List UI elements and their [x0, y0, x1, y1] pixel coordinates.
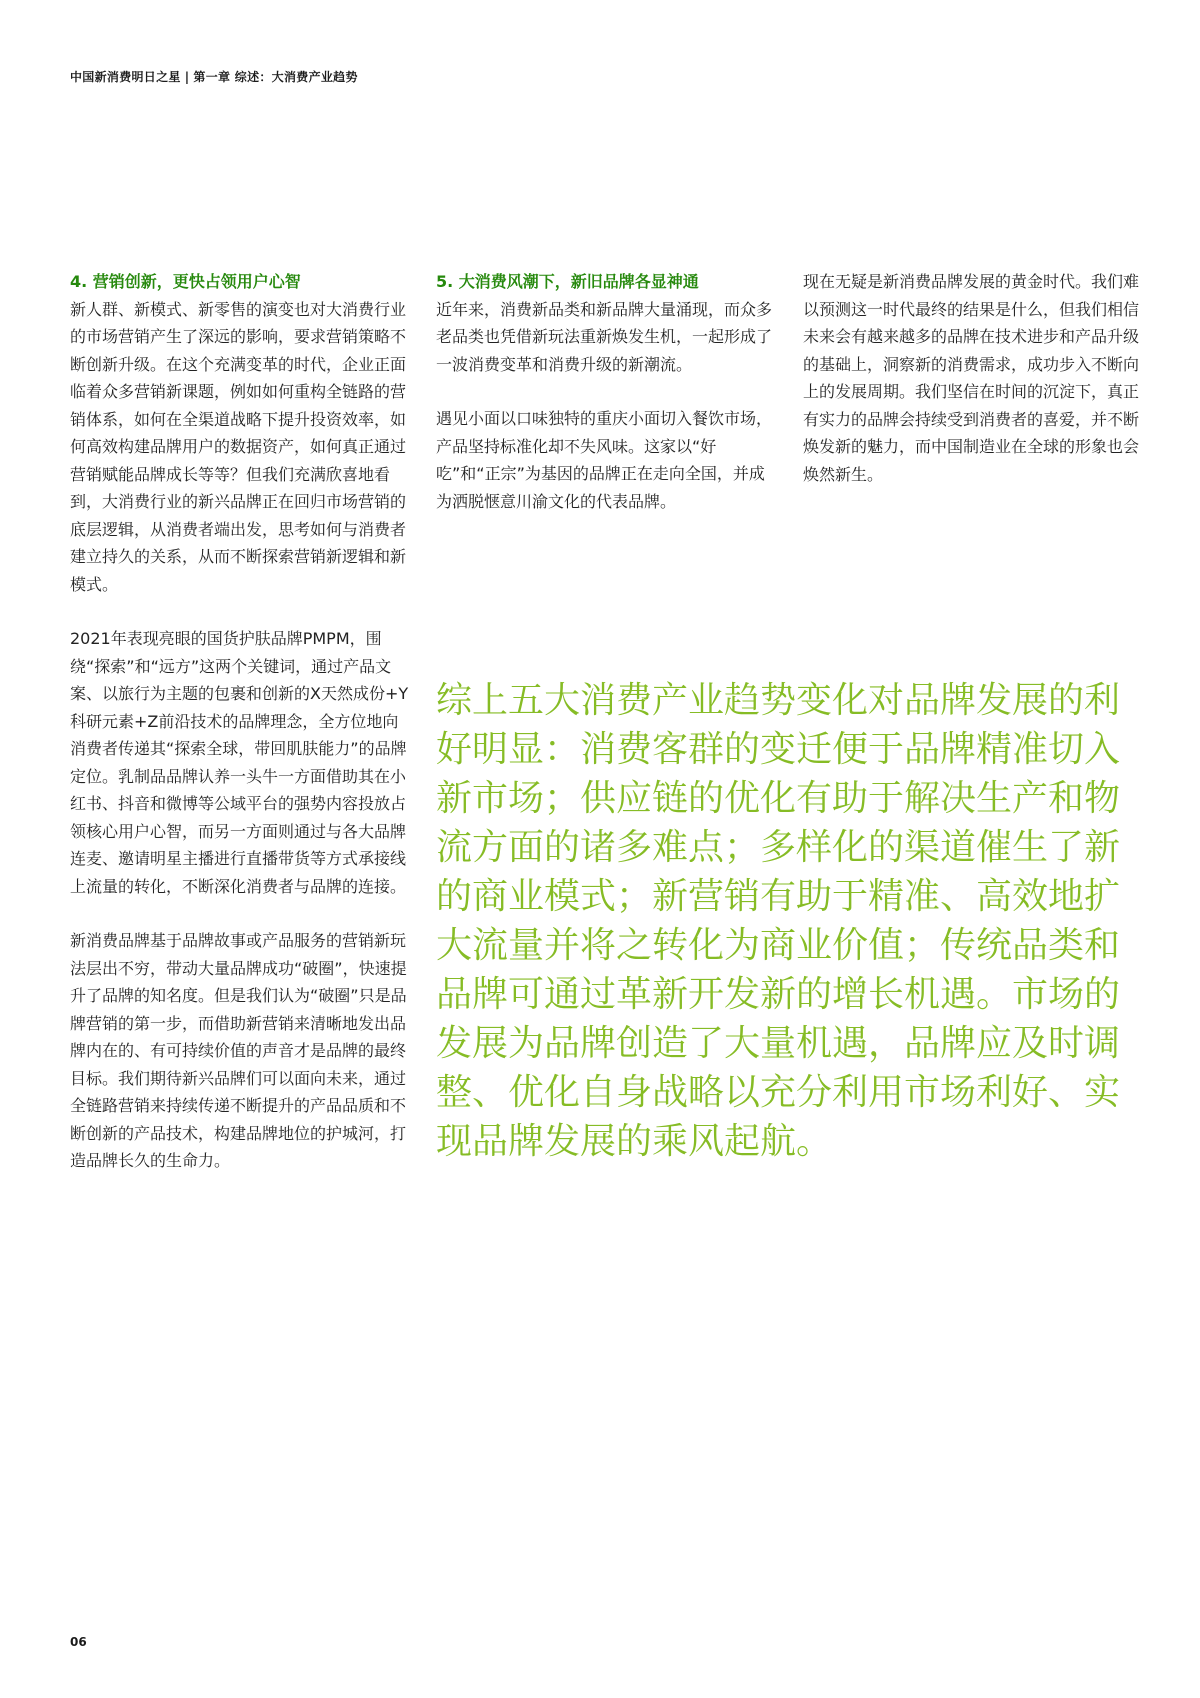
section-4-paragraph-1: 新人群、新模式、新零售的演变也对大消费行业的市场营销产生了深远的影响，要求营销策略不断创新升级。在这个充满变革的时代，企业正面临着众多营销新课题，例如如何重构全链路的营销体系，如何在全渠道战略下提升投资效率，如何高效构建品牌用户的数据资产，如何真正通过营销赋能品牌成长等等？但我们充满欣喜地看到，大消费行业的新兴品牌正在回归市场营销的底层逻辑，从消费者端出发，思考如何与消费者建立持久的关系，从而不断探索营销新逻辑和新模式。 — [70, 299, 407, 594]
column-3 — [803, 268, 1143, 515]
section-4-paragraph-2: 2021年表现亮眼的国货护肤品牌PMPM，围绕“探索”和“远方”这两个关键词，通过产品文案、以旅行为主题的包裹和创新的X天然成份+Y科研元素+Z前沿技术的品牌理念，全方位地向消费者传递其“探索全球，带回肌肤能力”的品牌定位。乳制品品牌认养一头牛一方面借助其在小红书、抖音和微博等公域平台的强势内容投放占领核心用户心智，而另一方面则通过与各大品牌连麦、邀请明星主播进行直播带货等方式承接线上流量的转化，不断深化消费者与品牌的连接。 — [70, 629, 409, 896]
header-separator: | — [184, 70, 190, 84]
column-2 — [436, 268, 776, 542]
column-3-paragraph: 现在无疑是新消费品牌发展的黄金时代。我们难以预测这一时代最终的结果是什么，但我们相信未来会有越来越多的品牌在技术进步和产品升级的基础上，洞察新的消费需求，成功步入不断向上的发展周期。我们坚信在时间的沉淀下，真正有实力的品牌会持续受到消费者的喜爱，并不断焕发新的魅力，而中国制造业在全球的形象也会焕然新生。 — [803, 272, 1140, 484]
section-4-title: 4. 营销创新，更快占领用户心智 — [70, 272, 301, 291]
publication-title: 中国新消费明日之星 — [70, 70, 181, 84]
section-5-paragraph-1: 近年来，消费新品类和新品牌大量涌现，而众多老品类也凭借新玩法重新焕发生机，一起形成了一波消费变革和消费升级的新潮流。 — [436, 299, 773, 374]
running-header — [70, 68, 358, 85]
section-4-paragraph-3: 新消费品牌基于品牌故事或产品服务的营销新玩法层出不穷，带动大量品牌成功“破圈”，快速提升了品牌的知名度。但是我们认为“破圈”只是品牌营销的第一步，而借助新营销来清晰地发出品牌内在的、有可持续价值的声音才是品牌的最终目标。我们期待新兴品牌们可以面向未来，通过全链路营销来持续传递不断提升的产品品质和不断创新的产品技术，构建品牌地位的护城河，打造品牌长久的生命力。 — [70, 931, 407, 1170]
column-1 — [70, 268, 410, 1202]
page-number: 06 — [70, 1635, 87, 1649]
section-5-title: 5. 大消费风潮下，新旧品牌各显神通 — [436, 272, 699, 291]
chapter-title: 第一章 综述：大消费产业趋势 — [193, 70, 358, 84]
section-5-paragraph-2: 遇见小面以口味独特的重庆小面切入餐饮市场，产品坚持标准化却不失风味。这家以“好吃”和“正宗”为基因的品牌正在走向全国，并成为洒脱惬意川渝文化的代表品牌。 — [436, 409, 773, 511]
pull-quote: 综上五大消费产业趋势变化对品牌发展的利好明显：消费客群的变迁便于品牌精准切入新市场；供应链的优化有助于解决生产和物流方面的诸多难点；多样化的渠道催生了新的商业模式；新营销有助于精准、高效地扩大流量并将之转化为商业价值；传统品类和品牌可通过革新开发新的增长机遇。市场的发展为品牌创造了大量机遇，品牌应及时调整、优化自身战略以充分利用市场利好、实现品牌发展的乘风起航。 — [436, 680, 1121, 1162]
